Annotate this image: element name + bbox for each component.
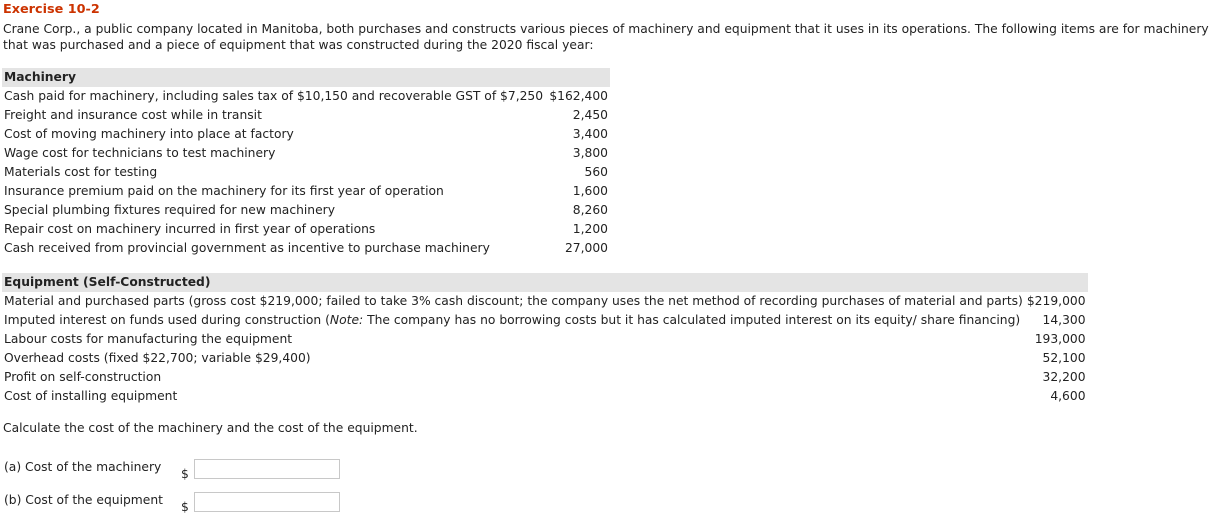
- row-value: 8,260: [572, 203, 608, 217]
- row-label: Overhead costs (fixed $22,700; variable $29,400): [4, 351, 311, 365]
- row-value: 27,000: [564, 241, 608, 255]
- row-label: Cash received from provincial government as incentive to purchase machinery: [4, 241, 490, 255]
- table-row: [2, 330, 1088, 349]
- currency-symbol: $: [181, 467, 189, 481]
- exercise-title: Exercise 10-2: [3, 2, 100, 17]
- row-value: 2,450: [572, 108, 608, 122]
- table-row: [2, 311, 1088, 330]
- table-row: [2, 144, 610, 163]
- row-label: Repair cost on machinery incurred in first year of operations: [4, 222, 376, 236]
- table-row: [2, 368, 1088, 387]
- row-label: Freight and insurance cost while in transit: [4, 108, 262, 122]
- row-value: 52,100: [1042, 351, 1086, 365]
- row-value: 560: [584, 165, 608, 179]
- row-value: 193,000: [1034, 332, 1086, 346]
- table-row: [2, 220, 610, 239]
- row-value: $162,400: [549, 89, 608, 103]
- machinery-table: [2, 68, 610, 258]
- currency-symbol: $: [181, 500, 189, 514]
- table-row: [2, 106, 610, 125]
- row-value: 1,200: [572, 222, 608, 236]
- table-row: [2, 201, 610, 220]
- equipment-cost-input[interactable]: [194, 492, 340, 512]
- row-label: Cash paid for machinery, including sales tax of $10,150 and recoverable GST of $7,250: [4, 89, 544, 103]
- row-value: 14,300: [1042, 313, 1086, 327]
- row-label: Cost of installing equipment: [4, 389, 178, 403]
- row-label: Insurance premium paid on the machinery for its first year of operation: [4, 184, 444, 198]
- answer-label: (b) Cost of the equipment: [4, 493, 163, 507]
- row-value: $219,000: [1026, 294, 1086, 308]
- instruction-text: Calculate the cost of the machinery and the cost of the equipment.: [3, 421, 418, 435]
- machinery-heading: Machinery: [2, 68, 610, 87]
- row-value: 4,600: [1050, 389, 1086, 403]
- exercise-intro: Crane Corp., a public company located in Manitoba, both purchases and constructs various pieces of machinery and equipment that it uses in its operations. The following items are for machinery that was purchased and a piece of equipment that was constructed during the 2020 fiscal year:: [3, 22, 1209, 52]
- row-value: 32,200: [1042, 370, 1086, 384]
- answer-label: (a) Cost of the machinery: [4, 460, 162, 474]
- machinery-cost-input[interactable]: [194, 459, 340, 479]
- table-row: [2, 163, 610, 182]
- row-label: Special plumbing fixtures required for new machinery: [4, 203, 335, 217]
- row-value: 3,800: [572, 146, 608, 160]
- table-row: [2, 239, 610, 258]
- row-value: 1,600: [572, 184, 608, 198]
- row-label: Wage cost for technicians to test machinery: [4, 146, 276, 160]
- table-row: [2, 125, 610, 144]
- row-label: Labour costs for manufacturing the equipment: [4, 332, 293, 346]
- table-row: [2, 87, 610, 106]
- equipment-heading: Equipment (Self-Constructed): [2, 273, 1088, 292]
- row-label: Profit on self-construction: [4, 370, 162, 384]
- row-label: Cost of moving machinery into place at factory: [4, 127, 294, 141]
- table-row: [2, 182, 610, 201]
- row-label: Material and purchased parts (gross cost $219,000; failed to take 3% cash discount; the company uses the net method of recording purchases of material and parts): [4, 294, 1023, 308]
- row-value: 3,400: [572, 127, 608, 141]
- row-label: Imputed interest on funds used during construction (Note: The company has no borrowing costs but it has calculated imputed interest on its equity/ share financing): [4, 313, 1021, 327]
- equipment-table: [2, 273, 1088, 406]
- row-label: Materials cost for testing: [4, 165, 158, 179]
- table-row: [2, 292, 1088, 311]
- table-row: [2, 349, 1088, 368]
- table-row: [2, 387, 1088, 406]
